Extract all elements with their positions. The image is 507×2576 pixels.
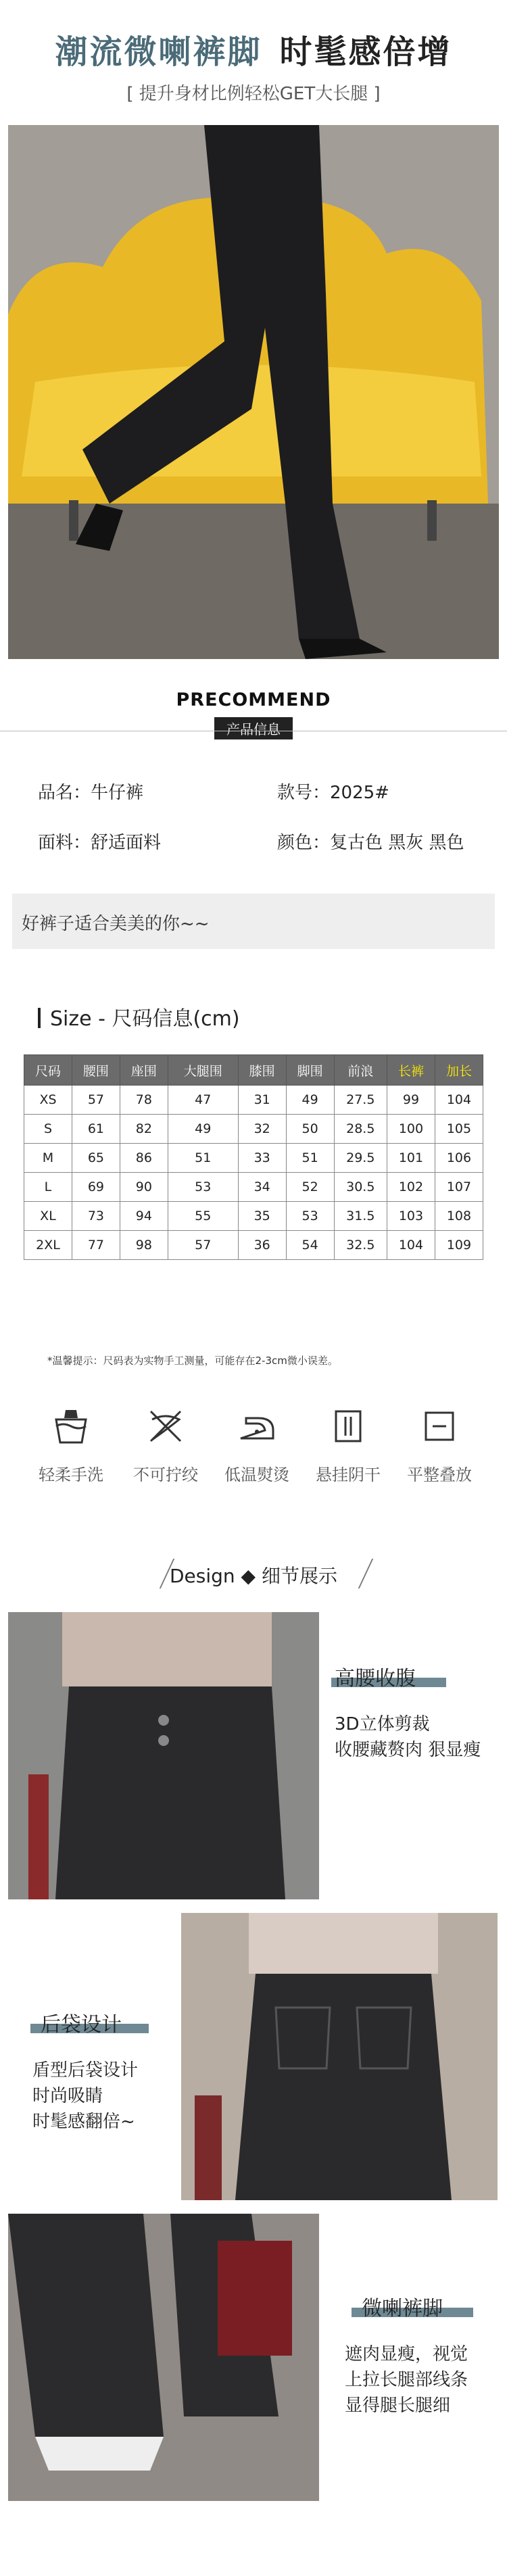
size-table-cell: 28.5 xyxy=(334,1115,387,1144)
detail3-line: 遮肉显瘦，视觉 xyxy=(345,2344,468,2364)
size-table-cell: L xyxy=(24,1173,72,1202)
size-table-cell: 34 xyxy=(238,1173,286,1202)
slogan-text: 好裤子适合美美的你~~ xyxy=(22,914,210,934)
size-table-cell: 2XL xyxy=(24,1231,72,1260)
size-table-cell: 52 xyxy=(286,1173,334,1202)
size-table-row xyxy=(24,1086,483,1115)
size-note: *温馨提示：尺码表为实物手工测量，可能存在2-3cm微小误差。 xyxy=(47,1355,338,1367)
size-table-header: 膝围 xyxy=(238,1055,286,1086)
size-table-header: 脚围 xyxy=(286,1055,334,1086)
detail3-title: 微喇裤脚 xyxy=(362,2297,443,2320)
size-table-cell: S xyxy=(24,1115,72,1144)
size-table-cell: 32.5 xyxy=(334,1231,387,1260)
size-table-row xyxy=(24,1231,483,1260)
size-table-cell: 65 xyxy=(72,1144,120,1173)
size-table-cell: 32 xyxy=(238,1115,286,1144)
size-table-cell: 47 xyxy=(168,1086,238,1115)
size-title-text: Size - 尺码信息(cm) xyxy=(50,1007,240,1031)
care-item-low-iron xyxy=(206,1406,308,1485)
detail1-line: 3D立体剪裁 xyxy=(335,1714,430,1734)
size-table-cell: 107 xyxy=(435,1173,483,1202)
size-table-header: 大腿围 xyxy=(168,1055,238,1086)
size-table-cell: 86 xyxy=(120,1144,168,1173)
size-table-cell: 55 xyxy=(168,1202,238,1231)
size-table-cell: 57 xyxy=(72,1086,120,1115)
care-label: 悬挂阴干 xyxy=(316,1465,381,1484)
size-table-cell: M xyxy=(24,1144,72,1173)
size-table-header: 加长 xyxy=(435,1055,483,1086)
size-table-cell: 100 xyxy=(387,1115,435,1144)
detail2-desc xyxy=(32,2058,138,2135)
size-table-cell: 78 xyxy=(120,1086,168,1115)
size-table-header: 尺码 xyxy=(24,1055,72,1086)
size-table-cell: 49 xyxy=(286,1086,334,1115)
size-table-cell: 27.5 xyxy=(334,1086,387,1115)
slogan-banner xyxy=(12,894,495,949)
size-table-cell: 31 xyxy=(238,1086,286,1115)
size-table-cell: XL xyxy=(24,1202,72,1231)
size-table-cell: 99 xyxy=(387,1086,435,1115)
size-table-header: 腰围 xyxy=(72,1055,120,1086)
detail2-line: 盾型后袋设计 xyxy=(32,2060,139,2081)
size-title xyxy=(38,1002,240,1031)
size-table-cell: 108 xyxy=(435,1202,483,1231)
no-wring-icon xyxy=(145,1406,186,1447)
size-table-cell: 33 xyxy=(238,1144,286,1173)
detail3-line: 显得腿长腿细 xyxy=(345,2396,451,2416)
product-name: 品名：牛仔裤 xyxy=(38,783,144,803)
hero-title-b: 时髦感倍增 xyxy=(279,33,452,71)
detail-photo-waist xyxy=(8,1612,319,1899)
size-table-cell: 53 xyxy=(168,1173,238,1202)
care-label: 不可拧绞 xyxy=(133,1465,198,1484)
size-table-cell: 106 xyxy=(435,1144,483,1173)
size-table-cell: 77 xyxy=(72,1231,120,1260)
detail2-line: 时尚吸睛 xyxy=(32,2086,103,2106)
detail1-line: 收腰藏赘肉 狠显瘦 xyxy=(335,1740,481,1760)
product-code: 款号：2025# xyxy=(277,783,389,803)
care-item-no-wring xyxy=(115,1406,216,1485)
hero-title-a: 潮流微喇裤脚 xyxy=(55,33,262,71)
size-table-cell: 101 xyxy=(387,1144,435,1173)
size-table-cell: 109 xyxy=(435,1231,483,1260)
size-table-cell: 73 xyxy=(72,1202,120,1231)
size-table-row xyxy=(24,1144,483,1173)
size-table-header: 前浪 xyxy=(334,1055,387,1086)
size-table-cell: 51 xyxy=(286,1144,334,1173)
size-table-cell: 82 xyxy=(120,1115,168,1144)
hero-subtitle: [ 提升身材比例轻松GET大长腿 ] xyxy=(126,84,381,104)
size-table-cell: 69 xyxy=(72,1173,120,1202)
size-table-cell: 50 xyxy=(286,1115,334,1144)
fold-flat-icon xyxy=(419,1406,460,1447)
size-table-cell: 102 xyxy=(387,1173,435,1202)
care-label: 轻柔手洗 xyxy=(39,1465,103,1484)
size-table-cell: 53 xyxy=(286,1202,334,1231)
care-item-fold-flat xyxy=(389,1406,490,1485)
size-table xyxy=(24,1054,483,1260)
size-table-row xyxy=(24,1115,483,1144)
size-table-cell: XS xyxy=(24,1086,72,1115)
detail-photo-flare-hem xyxy=(8,2214,319,2501)
product-section-cn: 产品信息 xyxy=(214,717,293,739)
care-item-hand-wash xyxy=(20,1406,122,1485)
size-table-cell: 105 xyxy=(435,1115,483,1144)
size-table-cell: 29.5 xyxy=(334,1144,387,1173)
size-table-cell: 90 xyxy=(120,1173,168,1202)
size-table-cell: 30.5 xyxy=(334,1173,387,1202)
design-heading: Design ◆ 细节展示 xyxy=(169,1565,337,1587)
size-table-row xyxy=(24,1202,483,1231)
size-table-header: 长裤 xyxy=(387,1055,435,1086)
low-iron-icon xyxy=(237,1406,277,1447)
hero-photo xyxy=(8,125,499,659)
size-table-cell: 54 xyxy=(286,1231,334,1260)
care-item-hang-dry xyxy=(297,1406,399,1485)
detail3-line: 上拉长腿部线条 xyxy=(345,2370,468,2390)
size-table-cell: 104 xyxy=(435,1086,483,1115)
size-table-cell: 103 xyxy=(387,1202,435,1231)
detail1-desc xyxy=(335,1711,481,1763)
size-table-cell: 36 xyxy=(238,1231,286,1260)
size-table-cell: 98 xyxy=(120,1231,168,1260)
detail3-desc xyxy=(345,2341,468,2419)
product-section-en: PRECOMMEND xyxy=(176,689,331,710)
care-label: 低温熨烫 xyxy=(224,1465,289,1484)
product-section-head xyxy=(0,689,507,739)
size-table-cell: 94 xyxy=(120,1202,168,1231)
detail2-title: 后袋设计 xyxy=(41,2013,122,2037)
care-label: 平整叠放 xyxy=(407,1465,472,1484)
detail-photo-back-pocket xyxy=(181,1913,498,2200)
detail1-title: 高腰收腹 xyxy=(335,1667,416,1691)
size-table-cell: 61 xyxy=(72,1115,120,1144)
size-table-cell: 51 xyxy=(168,1144,238,1173)
size-table-cell: 57 xyxy=(168,1231,238,1260)
size-table-header: 座围 xyxy=(120,1055,168,1086)
hero-title xyxy=(0,26,507,72)
size-table-cell: 104 xyxy=(387,1231,435,1260)
detail2-line: 时髦感翻倍~ xyxy=(32,2112,135,2132)
product-color: 颜色：复古色 黑灰 黑色 xyxy=(277,833,464,853)
size-table-cell: 35 xyxy=(238,1202,286,1231)
size-table-row xyxy=(24,1173,483,1202)
size-table-cell: 49 xyxy=(168,1115,238,1144)
product-fabric: 面料：舒适面料 xyxy=(38,833,162,853)
size-table-cell: 31.5 xyxy=(334,1202,387,1231)
hand-wash-icon xyxy=(51,1406,91,1447)
hang-dry-icon xyxy=(328,1406,368,1447)
